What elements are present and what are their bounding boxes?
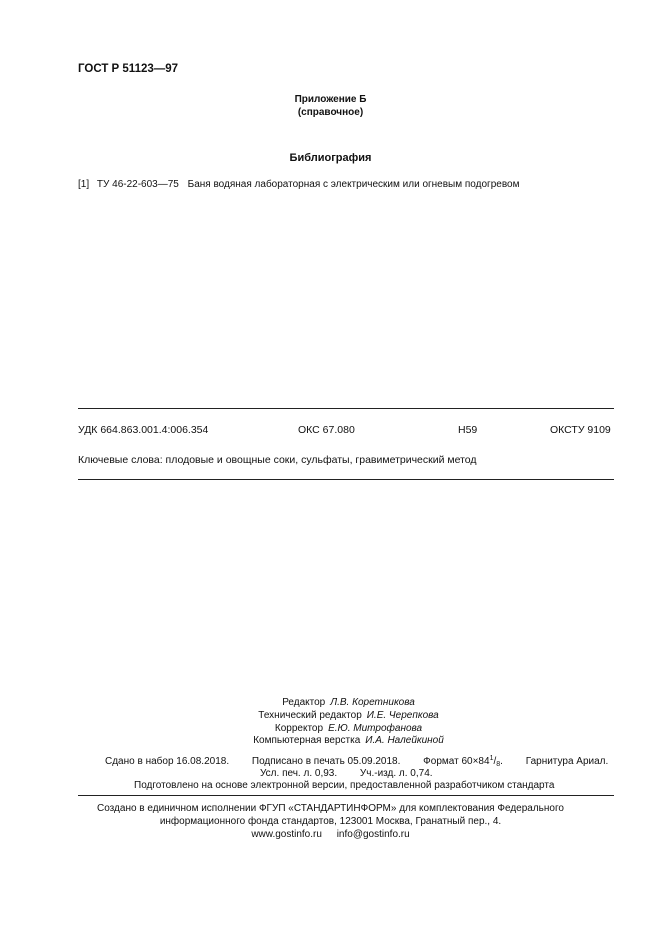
keywords: Ключевые слова: плодовые и овощные соки, сульфаты, гравиметрический метод <box>78 454 477 466</box>
credit-role: Корректор <box>274 723 324 734</box>
group-code: Н59 <box>458 424 478 436</box>
paper-format <box>423 756 503 767</box>
credit-person: Е.Ю. Митрофанова <box>328 723 423 734</box>
bibliography-entry-title: Баня водяная лабораторная с электрическим или огневым подогревом <box>187 179 520 190</box>
bibliography-heading: Библиография <box>289 152 372 164</box>
divider-bottom <box>78 795 614 796</box>
sheets-row <box>260 768 453 779</box>
divider-middle <box>78 479 614 480</box>
okstu-code: ОКСТУ 9109 <box>550 424 611 436</box>
publ-sheets: Уч.-изд. л. 0,74. <box>359 768 433 779</box>
bibliography-entry <box>78 179 519 190</box>
footer-contacts <box>0 829 661 840</box>
credit-person: Л.В. Коретникова <box>330 697 415 708</box>
signed-date: Подписано в печать 05.09.2018. <box>251 756 401 767</box>
format-sub: 8 <box>496 761 501 768</box>
print-info-row <box>105 755 608 768</box>
appendix-block <box>0 93 661 119</box>
website-link[interactable]: www.gostinfo.ru <box>251 829 322 840</box>
credit-role: Редактор <box>282 697 326 708</box>
format-sup: 1 <box>489 755 494 762</box>
format-slash: / <box>493 756 497 767</box>
submitted-date: Сдано в набор 16.08.2018. <box>105 756 230 767</box>
prepared-note: Подготовлено на основе электронной версии, предоставленной разработчиком стандарта <box>134 780 555 791</box>
oks-code: ОКС 67.080 <box>298 424 355 436</box>
bibliography-entry-number: [1] <box>78 179 90 190</box>
divider-top <box>78 408 614 409</box>
credit-role: Компьютерная верстка <box>253 735 361 746</box>
credit-tech-editor <box>18 709 661 722</box>
footer-line-2: информационного фонда стандартов, 123001 Москва, Гранатный пер., 4. <box>159 816 502 827</box>
credit-role: Технический редактор <box>258 710 362 721</box>
format-suffix: . <box>500 756 503 767</box>
credit-editor <box>18 696 661 709</box>
appendix-title: Приложение Б <box>294 94 367 105</box>
credit-person: И.Е. Черепкова <box>366 710 439 721</box>
credit-layout <box>18 734 661 747</box>
bibliography-entry-doc: ТУ 46-22-603—75 <box>96 179 179 190</box>
footer-line-1: Создано в единичном исполнении ФГУП «СТАНДАРТИНФОРМ» для комплектования Федерального <box>97 803 564 814</box>
format-prefix: Формат 60×84 <box>423 756 490 767</box>
credit-person: И.А. Налейкиной <box>365 735 444 746</box>
typeface: Гарнитура Ариал. <box>525 756 609 767</box>
appendix-subtitle: (справочное) <box>297 107 364 118</box>
email-link[interactable]: info@gostinfo.ru <box>336 829 410 840</box>
print-sheets: Усл. печ. л. 0,93. <box>260 768 338 779</box>
udk-code: УДК 664.863.001.4:006.354 <box>78 424 209 436</box>
standard-code: ГОСТ Р 51123—97 <box>78 63 179 75</box>
